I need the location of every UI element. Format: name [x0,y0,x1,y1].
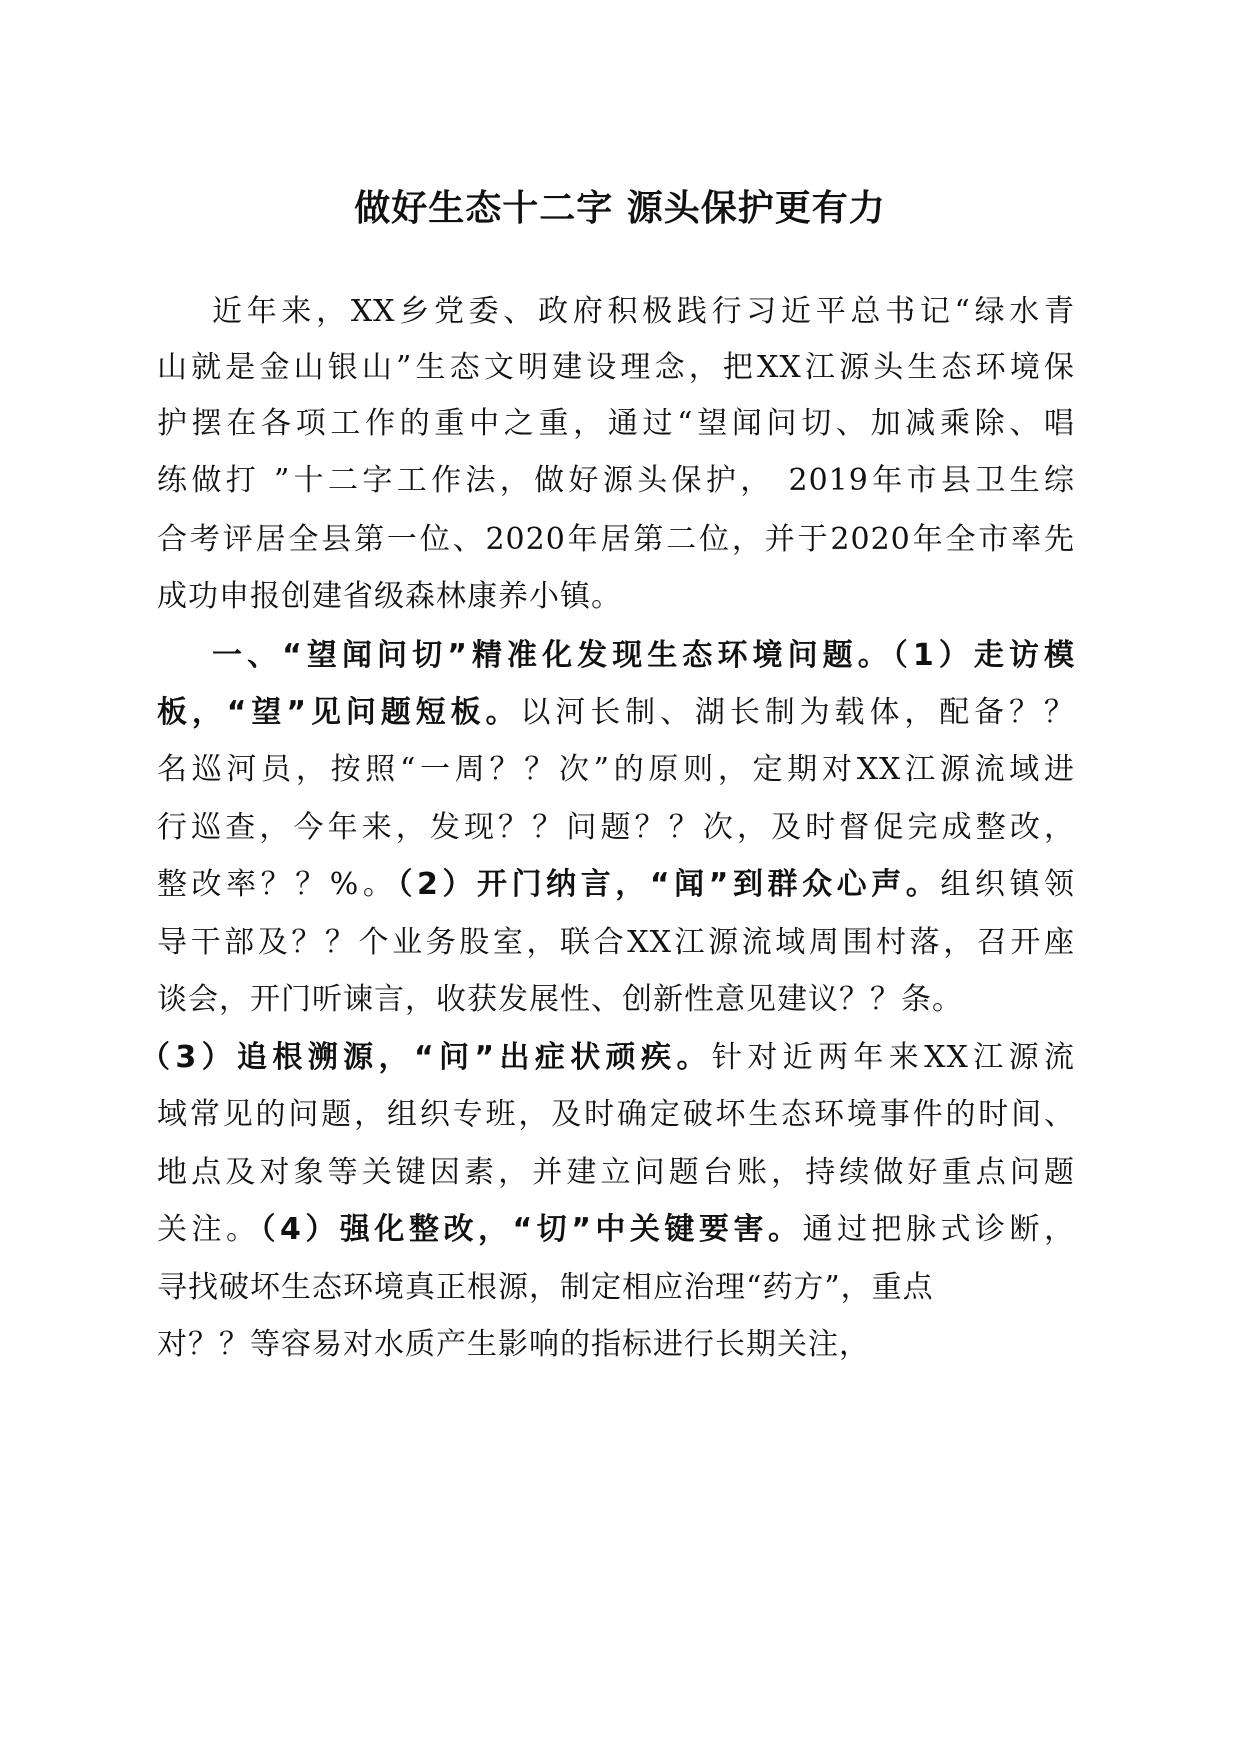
paragraph1-line-1: 近年来，XX乡党委、政府积极践行习近平总书记“绿水青 [212,294,1075,329]
paragraph2-line-13: 对？？等容易对水质产生影响的指标进行长期关注， [157,1327,870,1362]
item-3-label: （3）追根溯源，“问”出症状顽疾。 [140,1040,712,1075]
paragraph2-line-2-text: 以河长制、湖长制为载体，配备？？ [520,695,1075,730]
paragraph2-line-2 [157,688,1075,738]
paragraph2-line-3: 名巡河员，按照“一周？？次”的原则，定期对XX江源流域进 [157,752,1075,787]
paragraph2-line-11-text: 关注。 [157,1212,261,1247]
paragraph1-line-4: 练做打 ”十二字工作法，做好源头保护， 2019年市县卫生综 [157,463,1075,498]
paragraph2-line-12: 寻找破坏生态环境真正根源，制定相应治理“药方”，重点 [157,1270,934,1305]
paragraph2-line-8-rest: 针对近两年来XX江源流 [711,1040,1075,1075]
document-title: 做好生态十二字 源头保护更有力 [354,188,886,229]
section-heading-1: 一、“望闻问切”精准化发现生态环境问题。 [212,638,893,673]
paragraph2-line-8 [140,1033,1075,1083]
paragraph2-line-11 [157,1205,1075,1255]
paragraph2-line-1 [212,631,1075,681]
paragraph2-line-11-rest: 通过把脉式诊断， [802,1212,1076,1247]
paragraph2-line-5 [157,860,1075,910]
paragraph2-line-5-text: 整改率？？%。 [157,867,398,902]
item-1-label-part1: （1）走访模 [892,638,1076,673]
item-2-label: （2）开门纳言，“闻”到群众心声。 [397,867,941,902]
paragraph2-line-4: 行巡查，今年来，发现？？问题？？次，及时督促完成整改， [157,810,1075,845]
paragraph2-line-6: 导干部及？？个业务股室，联合XX江源流域周围村落，召开座 [157,925,1075,960]
paragraph1-line-5: 合考评居全县第一位、2020年居第二位，并于2020年全市率先 [157,522,1075,557]
paragraph2-line-9: 域常见的问题，组织专班，及时确定破坏生态环境事件的时间、 [157,1097,1075,1132]
paragraph2-line-10: 地点及对象等关键因素，并建立问题台账，持续做好重点问题 [157,1155,1075,1190]
paragraph2-line-7: 谈会，开门听谏言，收获发展性、创新性意见建议？？条。 [157,982,963,1017]
item-4-label: （4）强化整改，“切”中关键要害。 [260,1212,803,1247]
item-1-label-part2: 板，“望”见问题短板。 [157,695,521,730]
paragraph1-line-6: 成功申报创建省级森林康养小镇。 [157,579,622,614]
paragraph1-line-3: 护摆在各项工作的重中之重，通过“望闻问切、加减乘除、唱 [157,406,1075,441]
paragraph2-line-5-rest: 组织镇领 [940,867,1076,902]
paragraph1-line-2: 山就是金山银山”生态文明建设理念，把XX江源头生态环境保 [157,350,1075,385]
